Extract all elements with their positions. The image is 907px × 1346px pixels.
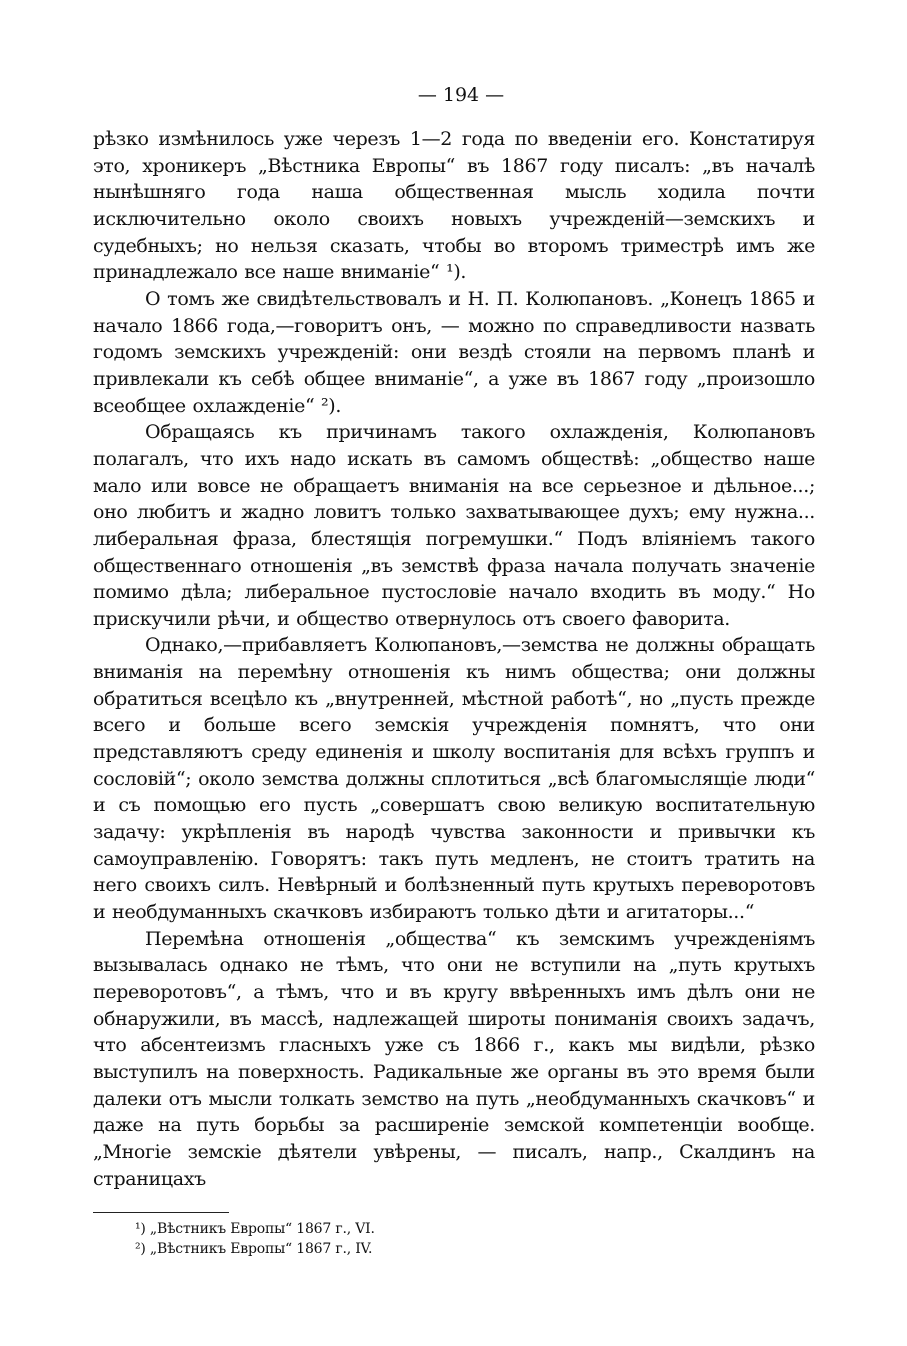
footnotes: [135, 1219, 815, 1259]
paragraph-4: Однако,—прибавляетъ Колюпановъ,—земства не должны обращать вниманія на перемѣну отношенія къ нимъ общества; они должны обратиться всецѣло къ „внутренней, мѣстной работѣ“, но „пусть прежде всего и больше всего земскія учрежденія помнятъ, что они представляютъ среду единенія и школу воспитанія для всѣхъ группъ и сословій“; около земства должны сплотиться „всѣ благомыслящіе люди“ и съ помощью его пусть „совершатъ свою великую воспитательную задачу: укрѣпленія въ народѣ чувства законности и привычки къ самоуправленію. Говорятъ: такъ путь медленъ, не стоитъ тратить на него своихъ силъ. Невѣрный и болѣзненный путь крутыхъ переворотовъ и необдуманныхъ скачковъ избираютъ только дѣти и агитаторы...“: [93, 634, 815, 924]
paragraph-3: Обращаясь къ причинамъ такого охлажденія, Колюпановъ полагалъ, что ихъ надо искать въ самомъ обществѣ: „общество наше мало или вовсе не обращаетъ вниманія на все серьезное и дѣльное...; оно любитъ и жадно ловитъ только захватывающее духъ; ему нужна... либеральная фраза, блестящія погремушки.“ Подъ вліяніемъ такого общественнаго отношенія „въ земствѣ фраза начала получать значеніе помимо дѣла; либеральное пустословіе начало входить въ моду.“ Но прискучили рѣчи, и общество отвернулось отъ своего фаворита.: [93, 421, 815, 630]
paragraph-2-text: О томъ же свидѣтельствовалъ и Н. П. Колюпановъ. „Конецъ 1865 и начало 1866 года,—говоритъ онъ, — можно по справедливости назвать годомъ земскихъ учрежденій: они вездѣ стояли на первомъ планѣ и привлекали къ себѣ общее вниманіе“, а уже въ 1867 году „произошло всеобщее охлажденіе“: [93, 287, 815, 417]
paragraph-2: [93, 286, 815, 419]
footnote-divider: [93, 1212, 229, 1213]
footnote-2: ²) „Вѣстникъ Европы“ 1867 г., IV.: [135, 1241, 373, 1258]
footnote-ref-2: ²).: [321, 394, 342, 417]
document-page: [93, 80, 815, 1259]
footnote-ref-1: ¹).: [446, 261, 467, 284]
page-number: — 194 —: [417, 84, 505, 106]
paragraph-1: [93, 126, 815, 286]
paragraph-1-text: рѣзко измѣнилось уже черезъ 1—2 года по введеніи его. Констатируя это, хроникеръ „Вѣстника Европы“ въ 1867 году писалъ: „въ началѣ нынѣшняго года наша общественная мысль ходила почти исключительно около своихъ новыхъ учрежденій—земскихъ и судебныхъ; но нельзя сказать, чтобы во второмъ триместрѣ имъ же принадлежало все наше вниманіе“: [93, 128, 815, 284]
paragraph-5: Перемѣна отношенія „общества“ къ земскимъ учрежденіямъ вызывалась однако не тѣмъ, что они не вступили на „путь крутыхъ переворотовъ“, а тѣмъ, что и въ кругу ввѣренныхъ имъ дѣлъ они не обнаружили, въ массѣ, надлежащей широты пониманія своихъ задачъ, что абсентеизмъ гласныхъ уже съ 1866 г., какъ мы видѣли, рѣзко выступилъ на поверхность. Радикальные же органы въ это время были далеки отъ мысли толкать земство на путь „необдуманныхъ скачковъ“ и даже на путь борьбы за расширеніе земской компетенціи вообще. „Многіе земскіе дѣятели увѣрены, — писалъ, напр., Скалдинъ на страницахъ: [93, 927, 815, 1190]
footnote-1: ¹) „Вѣстникъ Европы“ 1867 г., VI.: [135, 1221, 375, 1238]
